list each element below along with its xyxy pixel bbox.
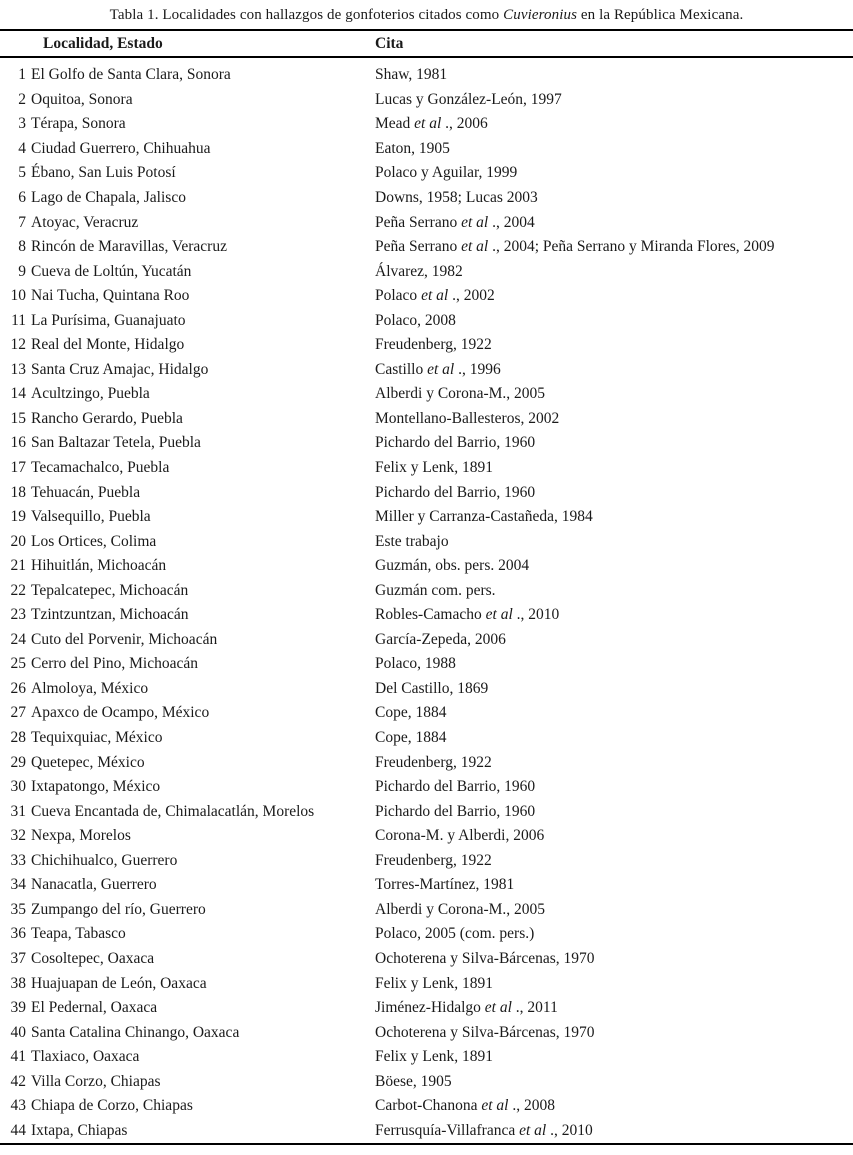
locality-cell: Zumpango del río, Guerrero xyxy=(31,900,206,918)
row-number: 10 xyxy=(10,287,26,305)
cita-cell: Carbot-Chanona et al ., 2008 xyxy=(375,1097,555,1115)
locality-cell: Santa Cruz Amajac, Hidalgo xyxy=(31,360,209,378)
table-row xyxy=(0,284,853,309)
cita-cell: Alberdi y Corona-M., 2005 xyxy=(375,900,546,918)
locality-cell: Rancho Gerardo, Puebla xyxy=(31,409,183,427)
cita-cell: Castillo et al ., 1996 xyxy=(375,360,501,378)
table-row xyxy=(0,922,853,947)
table-row xyxy=(0,996,853,1021)
locality-cell: Cueva de Loltún, Yucatán xyxy=(31,262,192,280)
cita-cell: Ochoterena y Silva-Bárcenas, 1970 xyxy=(375,949,595,967)
row-number: 6 xyxy=(18,189,26,206)
row-number: 3 xyxy=(18,115,26,133)
locality-cell: El Pedernal, Oaxaca xyxy=(31,999,158,1017)
locality-cell: Almoloya, México xyxy=(31,679,149,697)
table-row xyxy=(0,873,853,898)
locality-cell: Tepalcatepec, Michoacán xyxy=(31,581,189,599)
cita-cell: Guzmán com. pers. xyxy=(375,581,496,599)
cita-cell: Este trabajo xyxy=(375,532,449,550)
row-number: 22 xyxy=(10,581,26,599)
table-row xyxy=(0,849,853,874)
cita-cell: Felix y Lenk, 1891 xyxy=(375,459,493,477)
table-body xyxy=(0,58,853,1143)
table-row xyxy=(0,186,853,211)
cita-cell: Polaco et al ., 2002 xyxy=(375,287,495,305)
row-number: 25 xyxy=(10,655,26,673)
table-row xyxy=(0,308,853,333)
cita-cell: Montellano-Ballesteros, 2002 xyxy=(375,409,560,427)
locality-cell: Teapa, Tabasco xyxy=(31,925,126,943)
cita-cell: Polaco y Aguilar, 1999 xyxy=(375,164,518,182)
cita-cell: Downs, 1958; Lucas 2003 xyxy=(375,189,538,206)
cita-cell: Polaco, 1988 xyxy=(375,655,456,673)
table-row xyxy=(0,824,853,849)
row-number: 34 xyxy=(10,876,26,894)
locality-cell: Oquitoa, Sonora xyxy=(31,90,133,108)
cita-cell: Felix y Lenk, 1891 xyxy=(375,974,493,992)
locality-cell: Térapa, Sonora xyxy=(31,115,126,133)
locality-cell: Cerro del Pino, Michoacán xyxy=(31,655,199,673)
locality-cell: Ixtapatongo, México xyxy=(31,778,161,796)
cita-cell: Jiménez-Hidalgo et al ., 2011 xyxy=(375,999,558,1017)
locality-cell: La Purísima, Guanajuato xyxy=(31,311,186,329)
locality-cell: Nanacatla, Guerrero xyxy=(31,876,157,894)
table-row xyxy=(0,210,853,235)
locality-cell: Chiapa de Corzo, Chiapas xyxy=(31,1097,193,1115)
row-number: 27 xyxy=(10,704,26,722)
table-row xyxy=(0,652,853,677)
cita-cell: Del Castillo, 1869 xyxy=(375,679,489,697)
table-row xyxy=(0,1119,853,1144)
row-number: 31 xyxy=(10,802,26,820)
table-header-row xyxy=(0,31,853,56)
locality-cell: Tequixquiac, México xyxy=(31,729,163,747)
cita-cell: Pichardo del Barrio, 1960 xyxy=(375,778,536,796)
locality-cell: Huajuapan de León, Oaxaca xyxy=(31,974,207,992)
locality-cell: El Golfo de Santa Clara, Sonora xyxy=(31,66,231,84)
locality-cell: Tzintzuntzan, Michoacán xyxy=(31,606,189,624)
table-row xyxy=(0,775,853,800)
table-row xyxy=(0,456,853,481)
locality-cell: Cueva Encantada de, Chimalacatlán, Morelos xyxy=(31,802,315,820)
locality-cell: Valsequillo, Puebla xyxy=(31,508,151,526)
cita-cell: Torres-Martínez, 1981 xyxy=(375,876,515,894)
table-row xyxy=(0,701,853,726)
cita-cell: Polaco, 2008 xyxy=(375,311,456,329)
row-number: 20 xyxy=(10,532,26,550)
table-row xyxy=(0,578,853,603)
table-row xyxy=(0,382,853,407)
row-number: 13 xyxy=(10,360,26,378)
locality-cell: Nexpa, Morelos xyxy=(31,827,131,845)
row-number: 29 xyxy=(10,753,26,771)
row-number: 18 xyxy=(10,483,26,501)
locality-cell: Ciudad Guerrero, Chihuahua xyxy=(31,139,211,157)
table-row xyxy=(0,333,853,358)
cita-cell: Böese, 1905 xyxy=(375,1072,452,1090)
locality-cell: Hihuitlán, Michoacán xyxy=(31,557,167,575)
table-row xyxy=(0,898,853,923)
table-row xyxy=(0,63,853,88)
table-caption: Tabla 1. Localidades con hallazgos de gonfoterios citados como Cuvieronius en la República Mexicana. xyxy=(109,7,744,23)
cita-cell: García-Zepeda, 2006 xyxy=(375,630,506,648)
table-row xyxy=(0,726,853,751)
row-number: 26 xyxy=(10,679,26,697)
table-row xyxy=(0,235,853,260)
table-row xyxy=(0,88,853,113)
cita-cell: Miller y Carranza-Castañeda, 1984 xyxy=(375,508,593,526)
cita-cell: Shaw, 1981 xyxy=(375,66,448,84)
table-row xyxy=(0,407,853,432)
cita-cell: Peña Serrano et al ., 2004 xyxy=(375,213,535,231)
table-row xyxy=(0,137,853,162)
row-number: 7 xyxy=(18,213,26,231)
row-number: 32 xyxy=(10,827,26,845)
locality-cell: Ébano, San Luis Potosí xyxy=(31,164,176,182)
table-row xyxy=(0,1045,853,1070)
cita-cell: Pichardo del Barrio, 1960 xyxy=(375,483,536,501)
table-row xyxy=(0,750,853,775)
row-number: 30 xyxy=(10,778,26,796)
cita-cell: Cope, 1884 xyxy=(375,729,447,747)
row-number: 16 xyxy=(10,434,26,452)
row-number: 37 xyxy=(10,949,26,967)
row-number: 35 xyxy=(10,900,26,918)
row-number: 23 xyxy=(10,606,26,624)
row-number: 12 xyxy=(10,336,26,354)
cita-cell: Freudenberg, 1922 xyxy=(375,753,492,771)
locality-cell: Quetepec, México xyxy=(31,753,145,771)
locality-cell: Nai Tucha, Quintana Roo xyxy=(31,287,190,305)
row-number: 15 xyxy=(10,409,26,427)
row-number: 8 xyxy=(18,238,26,256)
locality-cell: San Baltazar Tetela, Puebla xyxy=(31,434,201,452)
cita-cell: Peña Serrano et al ., 2004; Peña Serrano y Miranda Flores, 2009 xyxy=(375,238,775,256)
cita-cell: Freudenberg, 1922 xyxy=(375,336,492,354)
row-number: 19 xyxy=(10,508,26,526)
cita-cell: Ferrusquía-Villafranca et al ., 2010 xyxy=(375,1121,593,1139)
row-number: 33 xyxy=(10,851,26,869)
row-number: 38 xyxy=(10,974,26,992)
row-number: 9 xyxy=(18,262,26,280)
row-number: 28 xyxy=(10,729,26,747)
table-row xyxy=(0,1020,853,1045)
locality-cell: Ixtapa, Chiapas xyxy=(31,1121,128,1139)
cita-cell: Corona-M. y Alberdi, 2006 xyxy=(375,827,545,845)
table-row xyxy=(0,628,853,653)
row-number: 24 xyxy=(10,630,26,648)
cita-cell: Pichardo del Barrio, 1960 xyxy=(375,434,536,452)
locality-cell: Santa Catalina Chinango, Oaxaca xyxy=(31,1023,240,1041)
cita-cell: Guzmán, obs. pers. 2004 xyxy=(375,557,530,575)
table-row xyxy=(0,971,853,996)
row-number: 5 xyxy=(18,164,26,182)
row-number: 11 xyxy=(11,311,26,329)
column-header-localidad: Localidad, Estado xyxy=(43,34,163,52)
cita-cell: Lucas y González-León, 1997 xyxy=(375,90,562,108)
row-number: 14 xyxy=(10,385,26,403)
locality-cell: Villa Corzo, Chiapas xyxy=(31,1072,161,1090)
row-number: 43 xyxy=(10,1097,26,1115)
row-number: 41 xyxy=(10,1048,26,1066)
table-row xyxy=(0,947,853,972)
row-number: 21 xyxy=(10,557,26,575)
locality-cell: Apaxco de Ocampo, México xyxy=(31,704,210,722)
locality-cell: Real del Monte, Hidalgo xyxy=(31,336,185,354)
table-row xyxy=(0,677,853,702)
cita-cell: Freudenberg, 1922 xyxy=(375,851,492,869)
cita-cell: Robles-Camacho et al ., 2010 xyxy=(375,606,560,624)
cita-cell: Alberdi y Corona-M., 2005 xyxy=(375,385,546,403)
row-number: 4 xyxy=(18,139,26,157)
locality-cell: Los Ortices, Colima xyxy=(31,532,157,550)
table-row xyxy=(0,799,853,824)
row-number: 1 xyxy=(18,66,26,84)
table-row xyxy=(0,505,853,530)
cita-cell: Cope, 1884 xyxy=(375,704,447,722)
table-row xyxy=(0,529,853,554)
cita-cell: Felix y Lenk, 1891 xyxy=(375,1048,493,1066)
row-number: 40 xyxy=(10,1023,26,1041)
column-header-cita: Cita xyxy=(375,34,404,52)
table-row xyxy=(0,259,853,284)
locality-cell: Lago de Chapala, Jalisco xyxy=(31,189,186,206)
locality-cell: Chichihualco, Guerrero xyxy=(31,851,178,869)
row-number: 17 xyxy=(10,459,26,477)
locality-cell: Tehuacán, Puebla xyxy=(31,483,141,501)
table-row xyxy=(0,358,853,383)
table-row xyxy=(0,480,853,505)
locality-cell: Rincón de Maravillas, Veracruz xyxy=(31,238,227,256)
locality-cell: Atoyac, Veracruz xyxy=(31,213,139,231)
locality-cell: Tecamachalco, Puebla xyxy=(31,459,170,477)
row-number: 36 xyxy=(10,925,26,943)
locality-cell: Tlaxiaco, Oaxaca xyxy=(31,1048,140,1066)
table-row xyxy=(0,1094,853,1119)
cita-cell: Ochoterena y Silva-Bárcenas, 1970 xyxy=(375,1023,595,1041)
locality-cell: Cuto del Porvenir, Michoacán xyxy=(31,630,218,648)
row-number: 44 xyxy=(10,1121,26,1139)
cita-cell: Pichardo del Barrio, 1960 xyxy=(375,802,536,820)
row-number: 2 xyxy=(18,90,26,108)
locality-cell: Acultzingo, Puebla xyxy=(31,385,150,403)
table-row xyxy=(0,554,853,579)
table-row xyxy=(0,112,853,137)
locality-cell: Cosoltepec, Oaxaca xyxy=(31,949,155,967)
table-bottom-rule xyxy=(0,1143,853,1145)
cita-cell: Eaton, 1905 xyxy=(375,139,450,157)
cita-cell: Mead et al ., 2006 xyxy=(375,115,488,133)
table-row xyxy=(0,1069,853,1094)
cita-cell: Álvarez, 1982 xyxy=(375,262,463,280)
table-row xyxy=(0,431,853,456)
row-number: 39 xyxy=(10,999,26,1017)
row-number: 42 xyxy=(10,1072,26,1090)
table-row xyxy=(0,161,853,186)
table-row xyxy=(0,603,853,628)
cita-cell: Polaco, 2005 (com. pers.) xyxy=(375,925,535,943)
